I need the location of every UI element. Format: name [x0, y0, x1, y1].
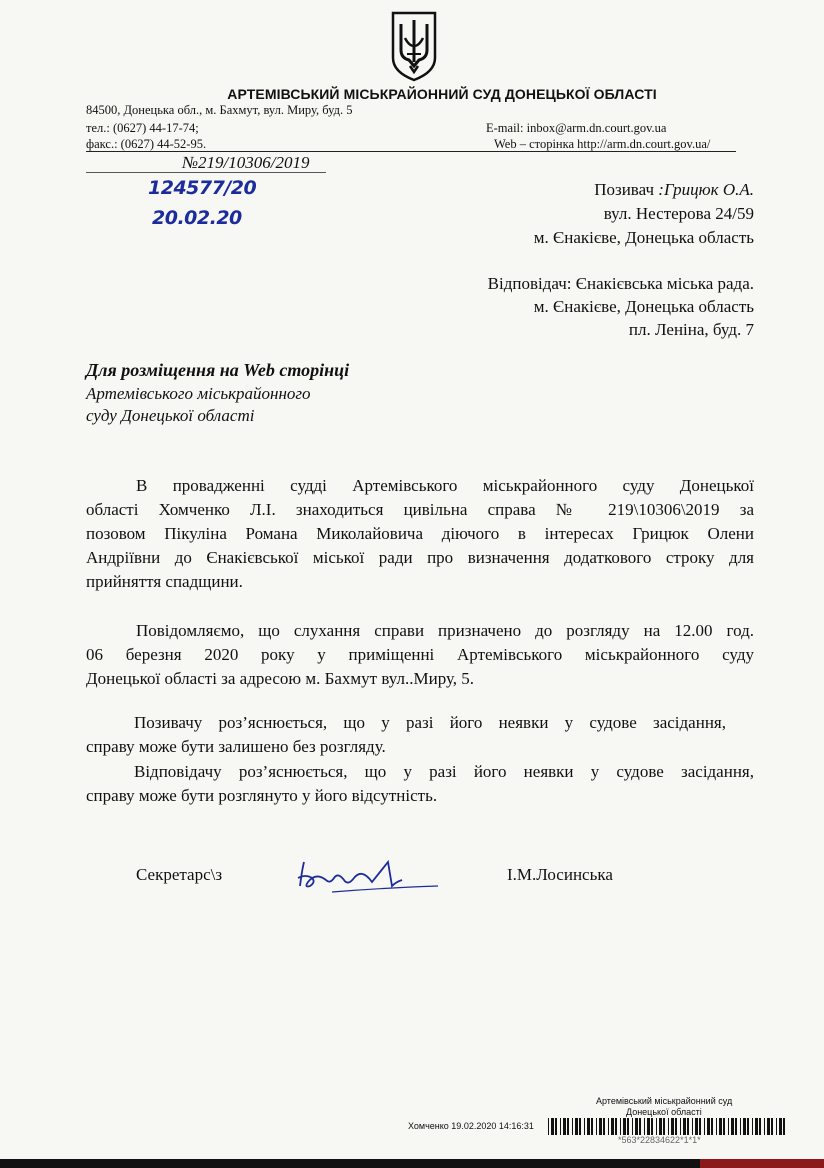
court-fax: факс.: (0627) 44-52-95. [86, 137, 207, 151]
handwritten-signature [292, 852, 440, 896]
defendant-line [488, 272, 754, 295]
court-address: 84500, Донецька обл., м. Бахмут, вул. Миру, буд. 5 [86, 103, 353, 117]
case-number-underline [86, 172, 326, 173]
barcode-icon [548, 1118, 786, 1135]
paragraph-line: Повідомляємо, що слухання справи призначено до розгляду на 12.00 год. [136, 621, 754, 640]
case-number: №219/10306/2019 [182, 153, 310, 172]
paragraph-plaintiff-notice [86, 711, 726, 759]
plaintiff-name: :Грицюк О.А. [658, 180, 754, 199]
paragraph-line: прийняття спадщини. [86, 572, 243, 591]
header-divider [86, 151, 736, 152]
stamp-registrar: Хомченко 19.02.2020 14:16:31 [408, 1121, 534, 1131]
court-web: Web – сторінка http://arm.dn.court.gov.ua/ [494, 137, 711, 151]
web-note-line2: Артемівського міськрайонного [86, 384, 311, 403]
defendant-name: Єнакієвська міська рада. [575, 274, 754, 293]
signatory-name: І.М.Лосинська [507, 865, 613, 884]
defendant-city: м. Єнакієве, Донецька область [533, 297, 754, 316]
paragraph-line: Відповідачу роз’яснюється, що у разі його неявки у судове засідання, [134, 762, 754, 781]
signature-role: Секретарс\з [136, 865, 223, 884]
plaintiff-line [594, 178, 754, 201]
plaintiff-city: м. Єнакієве, Донецька область [533, 228, 754, 247]
handwritten-registration-date: 20.02.20 [152, 207, 242, 229]
paragraph-line: позовом Пікуліна Романа Миколайовича діючого в інтересах Грицюк Олени [86, 524, 754, 543]
handwritten-registration-number: 124577/20 [148, 177, 257, 199]
web-note-line3: суду Донецької області [86, 406, 255, 425]
paragraph-line: справу може бути розглянуто у його відсутність. [86, 786, 438, 805]
paragraph-line: В провадженні судді Артемівського міськрайонного суду Донецької [136, 476, 754, 495]
paragraph-hearing [86, 619, 754, 691]
defendant-street: пл. Леніна, буд. 7 [628, 320, 754, 339]
scan-edge [0, 1159, 824, 1168]
paragraph-defendant-notice [86, 760, 754, 808]
paragraph-case-info [86, 474, 754, 594]
stamp-court-line1: Артемівський міськрайонний суд [596, 1096, 733, 1106]
paragraph-line: Позивачу роз’яснюється, що у разі його неявки у судове засідання, [134, 713, 726, 732]
paragraph-line: області Хомченко Л.І. знаходиться цивільна справа № 219\10306\2019 за [86, 500, 754, 519]
paragraph-line: Андріївни до Єнакієвської міської ради про визначення додаткового строку для [86, 548, 754, 567]
stamp-code: *563*22834622*1*1* [618, 1135, 701, 1145]
plaintiff-street: вул. Нестерова 24/59 [603, 204, 754, 223]
court-email: E-mail: inbox@arm.dn.court.gov.ua [486, 121, 667, 135]
paragraph-line: Донецької області за адресою м. Бахмут вул..Миру, 5. [86, 669, 475, 688]
court-name-heading: АРТЕМІВСЬКИЙ МІСЬКРАЙОННИЙ СУД ДОНЕЦЬКОЇ ОБЛАСТІ [227, 86, 657, 102]
defendant-label: Відповідач: [487, 274, 572, 293]
coat-of-arms-icon [389, 10, 439, 82]
web-note-heading: Для розміщення на Web сторінці [86, 360, 350, 380]
paragraph-line: 06 березня 2020 року у приміщенні Артемівського міськрайонного суду [86, 645, 754, 664]
stamp-court-line2: Донецької області [626, 1107, 702, 1117]
plaintiff-label: Позивач [594, 180, 655, 199]
paragraph-line: справу може бути залишено без розгляду. [86, 737, 386, 756]
court-phone: тел.: (0627) 44-17-74; [86, 121, 199, 135]
